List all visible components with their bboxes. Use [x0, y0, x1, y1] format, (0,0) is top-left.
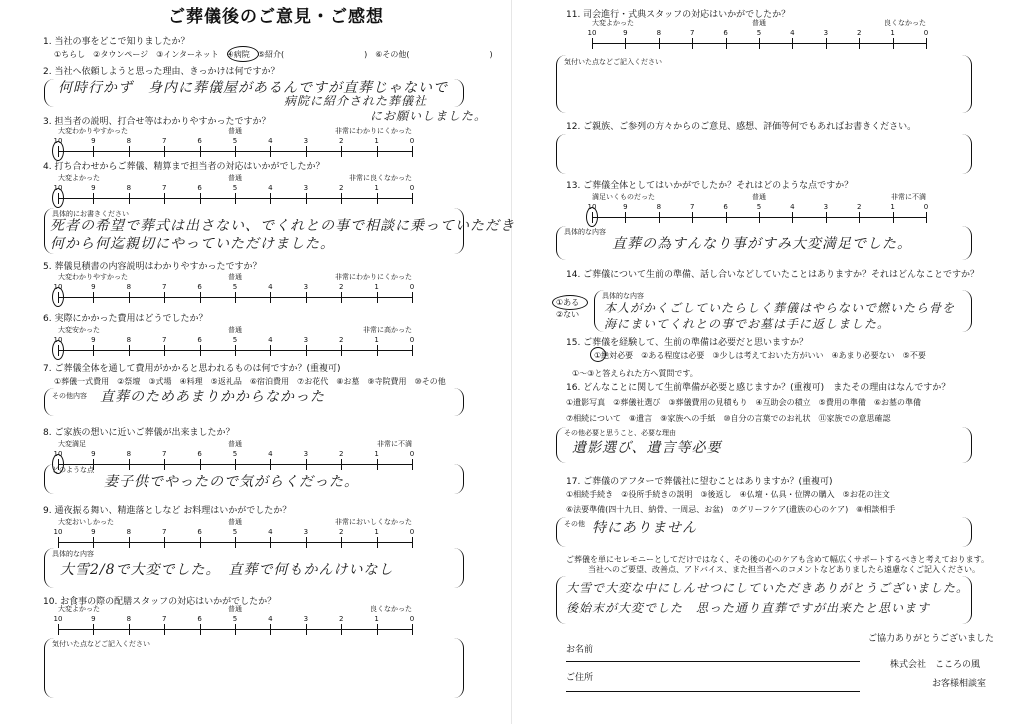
scale-number: 3: [303, 528, 309, 536]
scale-number: 10: [587, 203, 597, 211]
scale-number: 3: [303, 137, 309, 145]
scale-number: 5: [756, 203, 762, 211]
q6-rating-scale: [53, 326, 415, 360]
scale-mid-label: 普通: [228, 605, 242, 613]
q13-question: 13. ご葬儀全体としてはいかがでしたか？それはどのような点ですか？: [566, 181, 854, 191]
scale-number: 1: [890, 203, 895, 211]
scale-tick[interactable]: [93, 537, 94, 548]
scale-number: 6: [723, 29, 728, 37]
scale-right-label: 非常にわかりにくかった: [335, 273, 412, 281]
scale-left-label: 大変よかった: [592, 19, 634, 27]
scale-tick[interactable]: [341, 345, 342, 356]
scale-number: 1: [890, 29, 895, 37]
scale-tick[interactable]: [129, 292, 130, 303]
scale-tick[interactable]: [341, 146, 342, 157]
scale-tick[interactable]: [759, 38, 760, 49]
address-label: ご住所: [566, 673, 594, 683]
scale-number: 8: [126, 336, 132, 344]
scale-number: 2: [856, 203, 862, 211]
scale-number: 2: [338, 137, 344, 145]
q4-rating-scale: [53, 174, 415, 208]
q1-options: ①ちらし ②タウンページ ③インターネット ④病院 ⑤紹介( ) ⑥その他( ): [54, 50, 493, 59]
scale-number: 5: [232, 615, 238, 623]
scale-tick[interactable]: [270, 345, 271, 356]
q10-question: 10. お食事の際の配膳スタッフの対応はいかがでしたか？: [43, 597, 277, 607]
scale-left-label: 大変よかった: [58, 605, 100, 613]
scale-tick[interactable]: [306, 624, 307, 635]
scale-tick[interactable]: [341, 537, 342, 548]
q4-question: 4. 打ち合わせからご葬儀、精算まで担当者の対応はいかがでしたか？: [43, 162, 325, 172]
scale-tick[interactable]: [306, 193, 307, 204]
scale-number: 0: [923, 29, 929, 37]
scale-tick[interactable]: [826, 38, 827, 49]
scale-right-label: 非常に良くなかった: [349, 174, 412, 182]
scale-tick[interactable]: [164, 345, 165, 356]
scale-number: 3: [823, 29, 829, 37]
scale-number: 8: [656, 29, 662, 37]
scale-mid-label: 普通: [228, 174, 242, 182]
scale-right-label: 良くなかった: [370, 605, 412, 613]
scale-number: 9: [91, 283, 96, 291]
scale-tick[interactable]: [792, 38, 793, 49]
scale-right-label: 良くなかった: [884, 19, 926, 27]
scale-tick[interactable]: [625, 212, 626, 223]
q16-answer: 遺影選び、遺言等必要: [572, 440, 722, 456]
scale-number: 1: [374, 615, 379, 623]
scale-number: 10: [587, 29, 597, 37]
scale-number: 5: [232, 336, 238, 344]
scale-number: 0: [923, 203, 929, 211]
scale-number: 6: [197, 528, 202, 536]
scale-tick[interactable]: [625, 38, 626, 49]
q16-question: 16. どんなことに関して生前準備が必要と感じますか？(重複可) またその理由はなんですか？: [566, 383, 951, 393]
q3-rating-scale: [53, 127, 415, 161]
scale-number: 4: [268, 528, 273, 536]
scale-tick[interactable]: [93, 292, 94, 303]
scale-number: 7: [161, 184, 167, 192]
scale-left-label: 大変よかった: [58, 174, 100, 182]
q14-no-option: ②ない: [556, 310, 580, 319]
scale-selected-mark: [52, 340, 64, 360]
scale-number: 5: [232, 450, 238, 458]
scale-number: 9: [91, 615, 96, 623]
q14-box-label: 具体的な内容: [602, 292, 644, 300]
scale-tick[interactable]: [270, 193, 271, 204]
scale-right-label: 非常に不満: [377, 440, 412, 448]
scale-number: 6: [723, 203, 728, 211]
scale-tick[interactable]: [659, 212, 660, 223]
scale-number: 7: [689, 29, 695, 37]
q17-box-label: その他: [564, 520, 585, 528]
scale-number: 5: [232, 283, 238, 291]
scale-number: 7: [161, 283, 167, 291]
q6-question: 6. 実際にかかった費用はどうでしたか？: [43, 314, 208, 324]
scale-number: 4: [268, 283, 273, 291]
closing-line1: ご葬儀を単にセレモニーとしてだけではなく、その後の心のケアも含めて幅広くサポートするべきと考えております。: [566, 555, 989, 564]
scale-tick[interactable]: [692, 212, 693, 223]
scale-tick[interactable]: [412, 537, 413, 548]
closing-answer-line2: 後始末が大変でした 思った通り直葬ですが出来たと思います: [566, 601, 931, 615]
q3-question: 3. 担当者の説明、打合せ等はわかりやすかったですか？: [43, 117, 271, 127]
q14-question: 14. ご葬儀について生前の準備、話し合いなどしていたことはありますか？それはどんなことですか？: [566, 270, 979, 280]
scale-number: 6: [197, 336, 202, 344]
scale-number: 9: [91, 336, 96, 344]
scale-mid-label: 普通: [752, 19, 766, 27]
q11-rating-scale: [587, 19, 929, 53]
q4-answer-line1: 死者の希望で葬式は出さない、でくれとの事で相談に乗っていただき: [50, 218, 515, 234]
scale-number: 5: [232, 137, 238, 145]
scale-number: 0: [409, 283, 415, 291]
scale-tick[interactable]: [306, 292, 307, 303]
scale-left-label: 大変満足: [58, 440, 86, 448]
q7-box-label: その他内容: [52, 392, 87, 400]
scale-tick[interactable]: [235, 345, 236, 356]
scale-number: 7: [161, 137, 167, 145]
scale-tick[interactable]: [164, 193, 165, 204]
scale-tick[interactable]: [341, 193, 342, 204]
closing-answer-line1: 大雪で大変な中にしんせつにしていただきありがとうございました。: [566, 581, 970, 595]
q1-question: 1. 当社の事をどこで知りましたか？: [43, 37, 190, 47]
scale-mid-label: 普通: [228, 326, 242, 334]
q16-options-row1: ①遺影写真 ②葬儀社選び ③葬儀費用の見積もり ④互助会の積立 ⑤費用の準備 ⑥お墓の準備: [566, 398, 922, 407]
scale-right-label: 非常にわかりにくかった: [335, 127, 412, 135]
address-underline: [566, 691, 860, 692]
q16-box-label: その他必要と思うこと、必要な理由: [564, 429, 676, 437]
scale-tick[interactable]: [129, 193, 130, 204]
scale-tick[interactable]: [412, 345, 413, 356]
scale-number: 3: [303, 615, 309, 623]
scale-tick[interactable]: [377, 193, 378, 204]
scale-tick[interactable]: [164, 292, 165, 303]
scale-number: 4: [268, 450, 273, 458]
q13-box-label: 具体的な内容: [564, 228, 606, 236]
scale-number: 4: [268, 137, 273, 145]
q12-question: 12. ご親族、ご参列の方々からのご意見、感想、評価等何でもあればお書きください。: [566, 122, 917, 132]
scale-tick[interactable]: [659, 38, 660, 49]
scale-selected-mark: [52, 287, 64, 307]
scale-number: 10: [53, 336, 63, 344]
q2-question: 2. 当社へ依頼しようと思った理由、きっかけは何ですか？: [43, 67, 280, 77]
scale-right-label: 非常に高かった: [363, 326, 412, 334]
q14-selected-circle: [552, 295, 588, 310]
scale-tick[interactable]: [306, 146, 307, 157]
scale-tick[interactable]: [93, 193, 94, 204]
scale-tick[interactable]: [412, 146, 413, 157]
scale-tick[interactable]: [129, 345, 130, 356]
scale-tick[interactable]: [893, 212, 894, 223]
scale-number: 1: [374, 450, 379, 458]
survey-page-right: [512, 0, 1024, 724]
scale-number: 10: [53, 450, 63, 458]
scale-number: 4: [790, 203, 795, 211]
scale-tick[interactable]: [58, 537, 59, 548]
q9-question: 9. 通夜振る舞い、精進落としなど お料理はいかがでしたか？: [43, 506, 292, 516]
q14-answer-line1: 本人がかくごしていたらしく葬儀はやらないで燃いたら骨を: [604, 301, 956, 315]
scale-number: 6: [197, 450, 202, 458]
scale-tick[interactable]: [164, 146, 165, 157]
scale-left-label: 大変わかりやすかった: [58, 127, 128, 135]
q5-rating-scale: [53, 273, 415, 307]
scale-number: 8: [126, 615, 132, 623]
q1-selected-circle: [227, 46, 259, 62]
scale-tick[interactable]: [759, 212, 760, 223]
scale-tick[interactable]: [377, 624, 378, 635]
scale-tick[interactable]: [377, 146, 378, 157]
q17-options-row1: ①相続手続き ②役所手続きの説明 ③後返し ④仏壇・仏具・位牌の購入 ⑤お花の注文: [566, 490, 890, 499]
company-name: 株式会社 こころの風: [890, 660, 981, 670]
q17-answer: 特にありません: [592, 520, 697, 536]
q2-answer-line3: にお願いしました。: [370, 109, 488, 123]
scale-right-label: 非常に不満: [891, 193, 926, 201]
scale-number: 10: [53, 283, 63, 291]
scale-selected-mark: [586, 207, 598, 227]
scale-tick[interactable]: [377, 292, 378, 303]
scale-number: 7: [161, 336, 167, 344]
scale-tick[interactable]: [926, 38, 927, 49]
scale-mid-label: 普通: [752, 193, 766, 201]
scale-tick[interactable]: [826, 212, 827, 223]
scale-number: 5: [232, 528, 238, 536]
q8-question: 8. ご家族の想いに近いご葬儀が出来ましたか？: [43, 428, 235, 438]
scale-tick[interactable]: [270, 537, 271, 548]
scale-tick[interactable]: [270, 146, 271, 157]
q9-answer: 大雪2/8で大変でした。 直葬で何もかんけいなし: [60, 562, 394, 578]
q8-answer: 妻子供でやったので気がらくだった。: [104, 474, 359, 490]
q16-options-row2: ⑦相続について ⑧遺言 ⑨家族への手紙 ⑩自分の言葉でのお礼状 ⑪家族での意思確認: [566, 414, 891, 423]
q8-box-label: どのような点: [52, 466, 94, 474]
scale-number: 1: [374, 184, 379, 192]
scale-number: 1: [374, 528, 379, 536]
scale-tick[interactable]: [726, 38, 727, 49]
scale-tick[interactable]: [893, 38, 894, 49]
scale-number: 3: [303, 184, 309, 192]
scale-number: 2: [338, 615, 344, 623]
scale-number: 0: [409, 137, 415, 145]
q14-answer-line2: 海にまいてくれとの事でお墓は手に返しました。: [604, 317, 891, 331]
q10-box-label: 気付いた点などご記入ください: [52, 640, 150, 648]
q10-rating-scale: [53, 605, 415, 639]
scale-number: 1: [374, 283, 379, 291]
scale-tick[interactable]: [129, 146, 130, 157]
scale-number: 7: [161, 528, 167, 536]
scale-number: 0: [409, 528, 415, 536]
scale-number: 4: [268, 184, 273, 192]
scale-number: 10: [53, 615, 63, 623]
scale-tick[interactable]: [129, 537, 130, 548]
scale-number: 3: [303, 283, 309, 291]
scale-tick[interactable]: [341, 292, 342, 303]
scale-number: 5: [232, 184, 238, 192]
scale-number: 10: [53, 184, 63, 192]
scale-right-label: 非常においしくなかった: [335, 518, 412, 526]
scale-left-label: 満足いくものだった: [592, 193, 655, 201]
q11-box-label: 気付いた点などご記入ください: [564, 58, 662, 66]
q7-options: ①葬儀一式費用 ②祭壇 ③式場 ④料理 ⑤返礼品 ⑥宿泊費用 ⑦お花代 ⑧お墓 ⑨寺院費用 ⑩その他: [54, 377, 446, 386]
scale-number: 3: [303, 450, 309, 458]
scale-tick[interactable]: [341, 624, 342, 635]
scale-number: 8: [126, 283, 132, 291]
scale-tick[interactable]: [200, 193, 201, 204]
q15-selected-circle: [590, 347, 606, 362]
scale-mid-label: 普通: [228, 518, 242, 526]
name-underline: [566, 661, 860, 662]
scale-number: 2: [338, 184, 344, 192]
scale-tick[interactable]: [412, 624, 413, 635]
q7-answer: 直葬のためあまりかからなかった: [100, 389, 325, 405]
scale-tick[interactable]: [235, 193, 236, 204]
scale-selected-mark: [52, 141, 64, 161]
q13-rating-scale: [587, 193, 929, 227]
scale-number: 3: [303, 336, 309, 344]
scale-number: 2: [856, 29, 862, 37]
page-title: ご葬儀後のご意見・ご感想: [168, 7, 384, 27]
scale-tick[interactable]: [200, 146, 201, 157]
q9-rating-scale: [53, 518, 415, 552]
scale-number: 8: [126, 450, 132, 458]
scale-tick[interactable]: [93, 345, 94, 356]
scale-tick[interactable]: [270, 292, 271, 303]
scale-number: 9: [91, 184, 96, 192]
scale-tick[interactable]: [926, 212, 927, 223]
scale-number: 10: [53, 137, 63, 145]
scale-number: 4: [790, 29, 795, 37]
scale-tick[interactable]: [200, 624, 201, 635]
q17-options-row2: ⑥法要準備(四十九日、納骨、一周忌、お盆) ⑦グリーフケア(遺族の心のケア) ⑧相談相手: [566, 505, 896, 514]
scale-tick[interactable]: [93, 146, 94, 157]
scale-mid-label: 普通: [228, 440, 242, 448]
q5-question: 5. 葬儀見積書の内容説明はわかりやすかったですか？: [43, 262, 262, 272]
scale-number: 9: [623, 203, 628, 211]
company-dept: お客様相談室: [932, 679, 987, 689]
scale-number: 0: [409, 184, 415, 192]
q4-box-label: 具体的にお書きください: [52, 210, 129, 218]
scale-number: 6: [197, 137, 202, 145]
scale-left-label: 大変おいしかった: [58, 518, 114, 526]
scale-tick[interactable]: [592, 38, 593, 49]
scale-number: 2: [338, 528, 344, 536]
scale-tick[interactable]: [235, 292, 236, 303]
scale-number: 6: [197, 615, 202, 623]
scale-number: 1: [374, 137, 379, 145]
q9-box-label: 具体的な内容: [52, 550, 94, 558]
scale-left-label: 大変わかりやすかった: [58, 273, 128, 281]
scale-number: 2: [338, 336, 344, 344]
scale-number: 0: [409, 615, 415, 623]
q7-question: 7. ご葬儀全体を通して費用がかかると思われるものは何ですか？(重複可): [43, 364, 341, 374]
scale-tick[interactable]: [792, 212, 793, 223]
scale-number: 6: [197, 184, 202, 192]
scale-tick[interactable]: [270, 624, 271, 635]
scale-tick[interactable]: [306, 345, 307, 356]
scale-tick[interactable]: [164, 537, 165, 548]
q17-question: 17. ご葬儀のアフターで葬儀社に望むことはありますか？(重複可): [566, 477, 833, 487]
scale-tick[interactable]: [726, 212, 727, 223]
scale-number: 8: [126, 137, 132, 145]
scale-number: 8: [126, 528, 132, 536]
scale-number: 7: [161, 615, 167, 623]
scale-number: 8: [126, 184, 132, 192]
scale-number: 4: [268, 336, 273, 344]
q13-answer: 直葬の為すんなり事がすみ大変満足でした。: [612, 236, 912, 252]
scale-tick[interactable]: [235, 624, 236, 635]
scale-tick[interactable]: [859, 212, 860, 223]
scale-tick[interactable]: [93, 624, 94, 635]
scale-tick[interactable]: [859, 38, 860, 49]
scale-number: 7: [689, 203, 695, 211]
scale-tick[interactable]: [306, 537, 307, 548]
q11-question: 11. 司会進行・式典スタッフの対応はいかがでしたか？: [566, 10, 791, 20]
scale-tick[interactable]: [200, 345, 201, 356]
scale-number: 1: [374, 336, 379, 344]
scale-number: 2: [338, 283, 344, 291]
scale-number: 9: [91, 528, 96, 536]
scale-number: 10: [53, 528, 63, 536]
thanks-text: ご協力ありがとうございました: [868, 634, 995, 644]
q2-answer-line2: 病院に紹介された葬儀社: [284, 94, 428, 108]
scale-number: 6: [197, 283, 202, 291]
scale-tick[interactable]: [58, 624, 59, 635]
q15-note: ①～③と答えられた方へ質問です。: [572, 369, 698, 378]
closing-line2: 当社へのご要望、改善点、アドバイス、また担当者へのコメントなどありましたら遠慮なくご記入ください。: [588, 565, 980, 574]
scale-number: 9: [91, 137, 96, 145]
scale-number: 2: [338, 450, 344, 458]
q15-question: 15. ご葬儀を経験して、生前の準備は必要だと思いますか？: [566, 338, 808, 348]
scale-tick[interactable]: [200, 537, 201, 548]
scale-selected-mark: [52, 188, 64, 208]
scale-mid-label: 普通: [228, 273, 242, 281]
scale-number: 0: [409, 336, 415, 344]
scale-mid-label: 普通: [228, 127, 242, 135]
scale-tick[interactable]: [412, 193, 413, 204]
scale-number: 3: [823, 203, 829, 211]
scale-tick[interactable]: [377, 537, 378, 548]
q14-yes-option: ①ある: [556, 298, 580, 307]
scale-number: 4: [268, 615, 273, 623]
q2-answer-line1: 何時行かず 身内に葬儀屋があるんですが直葬じゃないで: [58, 80, 448, 96]
q15-options: ①絶対必要 ②ある程度は必要 ③少しは考えておいた方がいい ④あまり必要ない ⑤不要: [594, 351, 926, 360]
scale-number: 7: [161, 450, 167, 458]
scale-tick[interactable]: [692, 38, 693, 49]
scale-tick[interactable]: [164, 624, 165, 635]
scale-tick[interactable]: [412, 292, 413, 303]
scale-tick[interactable]: [235, 146, 236, 157]
scale-number: 8: [656, 203, 662, 211]
q12-answer-box: [556, 134, 972, 174]
q4-answer-line2: 何から何迄親切にやっていただけました。: [50, 236, 335, 252]
scale-number: 9: [623, 29, 628, 37]
scale-tick[interactable]: [235, 537, 236, 548]
name-label: お名前: [566, 645, 594, 655]
scale-tick[interactable]: [200, 292, 201, 303]
scale-tick[interactable]: [129, 624, 130, 635]
scale-left-label: 大変安かった: [58, 326, 100, 334]
scale-number: 5: [756, 29, 762, 37]
scale-number: 9: [91, 450, 96, 458]
scale-tick[interactable]: [377, 345, 378, 356]
scale-number: 0: [409, 450, 415, 458]
